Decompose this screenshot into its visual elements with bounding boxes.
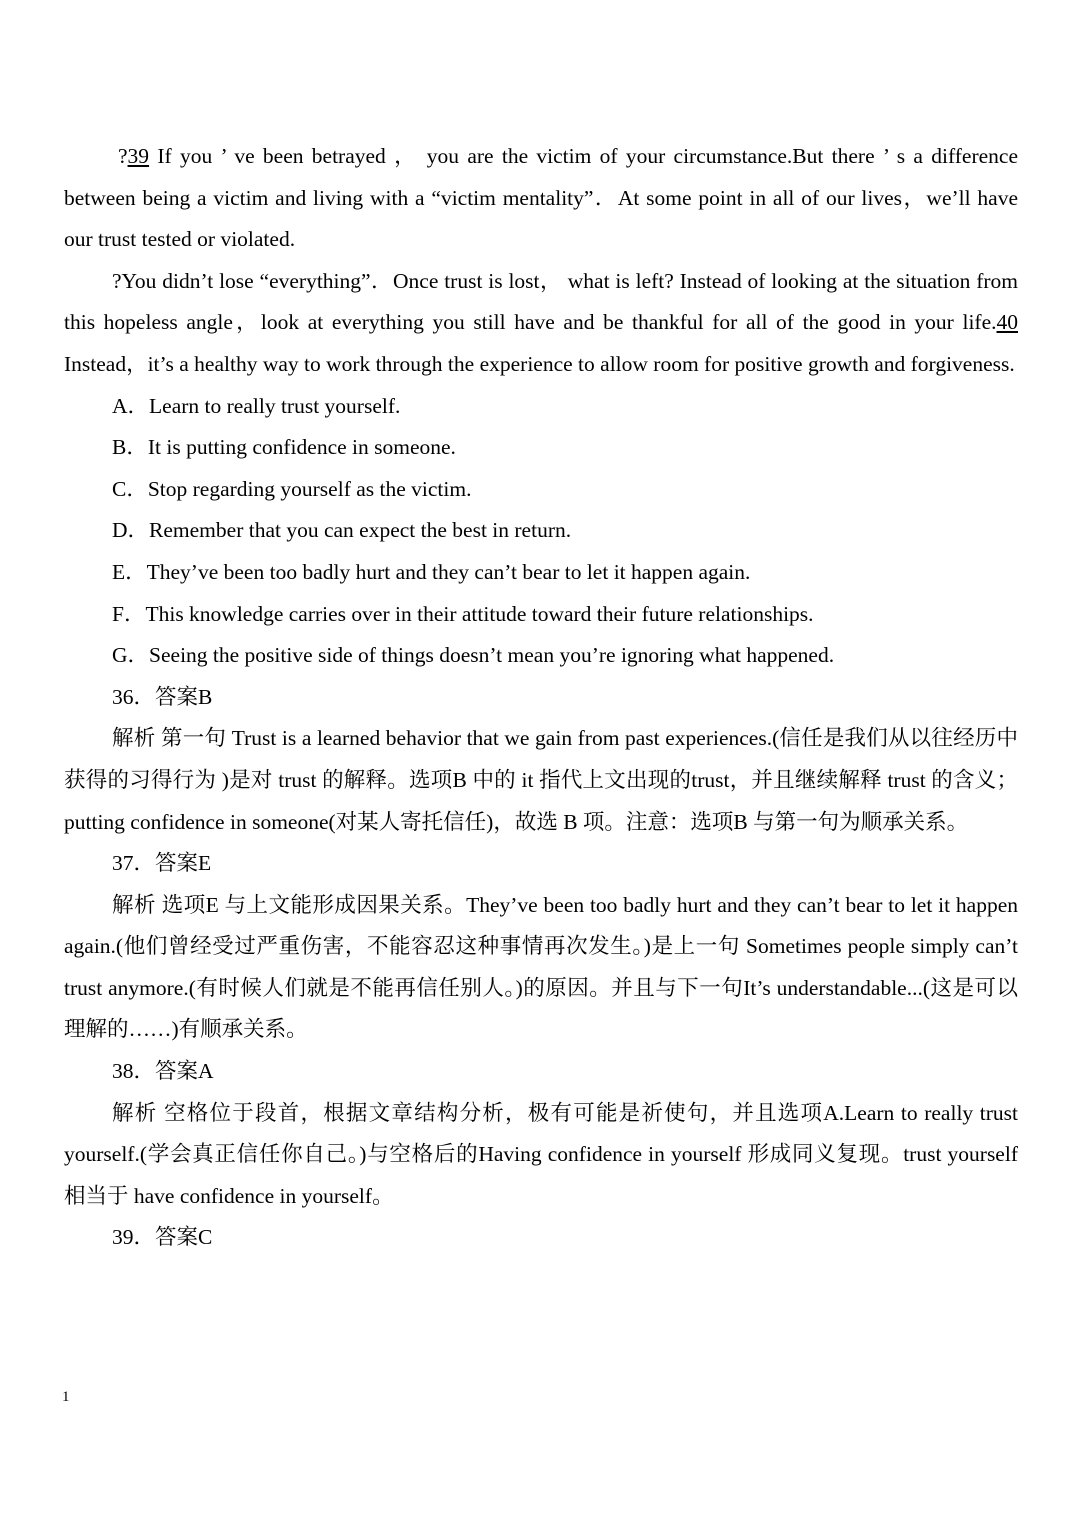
document-body <box>64 136 1018 1259</box>
option-g: G．Seeing the positive side of things doesn’t mean you’re ignoring what happened. <box>112 643 835 668</box>
answer-38-analysis: 解析 空格位于段首，根据文章结构分析，极有可能是祈使句，并且选项A.Learn to really trust yourself.(学会真正信任你自己。)与空格后的Having confidence in yourself 形成同义复现。trust yourself 相当于 have confidence in yourself。 <box>64 1100 1018 1208</box>
page-number: 1 <box>62 1389 70 1405</box>
blank-40: 40 <box>996 310 1018 335</box>
paragraph-40 <box>64 261 1018 386</box>
answer-37-analysis: 解析 选项E 与上文能形成因果关系。They’ve been too badly hurt and they can’t bear to let it happen again.(他们曾经受过严重伤害，不能容忍这种事情再次发生。)是上一句 Sometimes people simply can’t trust anymore.(有时候人们就是不能再信任别人。)的原因。并且与下一句It’s understandable...(这是可以理解的……)有顺承关系。 <box>64 892 1018 1042</box>
blank-39: 39 <box>127 144 150 168</box>
answer-37-label: 37．答案E <box>112 851 212 876</box>
paragraph-40-text-after: Instead，it’s a healthy way to work through the experience to allow room for positive growth and forgiveness. <box>64 351 1015 376</box>
paragraph-39-prefix: ? <box>118 144 128 168</box>
option-e: E．They’ve been too badly hurt and they can’t bear to let it happen again. <box>112 559 751 584</box>
answer-36-analysis: 解析 第一句 Trust is a learned behavior that we gain from past experiences.(信任是我们从以往经历中获得的习得行为 )是对 trust 的解释。选项B 中的 it 指代上文出现的trust，并且继续解释 trust 的含义；putting confidence in someone(对某人寄托信任)，故选 B 项。注意：选项B 与第一句为顺承关系。 <box>64 726 1018 834</box>
option-d: D．Remember that you can expect the best in return. <box>112 518 572 543</box>
answer-38 <box>64 1051 1018 1217</box>
answer-37 <box>64 843 1018 1051</box>
option-f: F．This knowledge carries over in their attitude toward their future relationships. <box>112 601 814 626</box>
answer-39 <box>64 1217 1018 1259</box>
paragraph-40-text-before: ?You didn’t lose “everything”．Once trust is lost， what is left? Instead of looking at the situation from this hopeless angle，look at everything you still have and be thankful for all of the good in your life. <box>64 268 1018 335</box>
option-a: A．Learn to really trust yourself. <box>112 393 401 418</box>
answer-39-label: 39．答案C <box>112 1225 213 1250</box>
paragraph-39 <box>64 136 1018 261</box>
option-b: B．It is putting confidence in someone. <box>112 435 456 460</box>
answer-38-label: 38．答案A <box>112 1059 214 1084</box>
answer-36 <box>64 677 1018 843</box>
paragraph-39-text: If you ’ ve been betrayed ， you are the victim of your circumstance.But there ’ s a difference between being a victim and living with a “victim mentality”．At some point in all of our lives，we’ll have our trust tested or violated. <box>64 144 1018 252</box>
answer-36-label: 36．答案B <box>112 684 213 709</box>
option-c: C．Stop regarding yourself as the victim. <box>112 476 472 501</box>
options-list <box>64 386 1018 677</box>
